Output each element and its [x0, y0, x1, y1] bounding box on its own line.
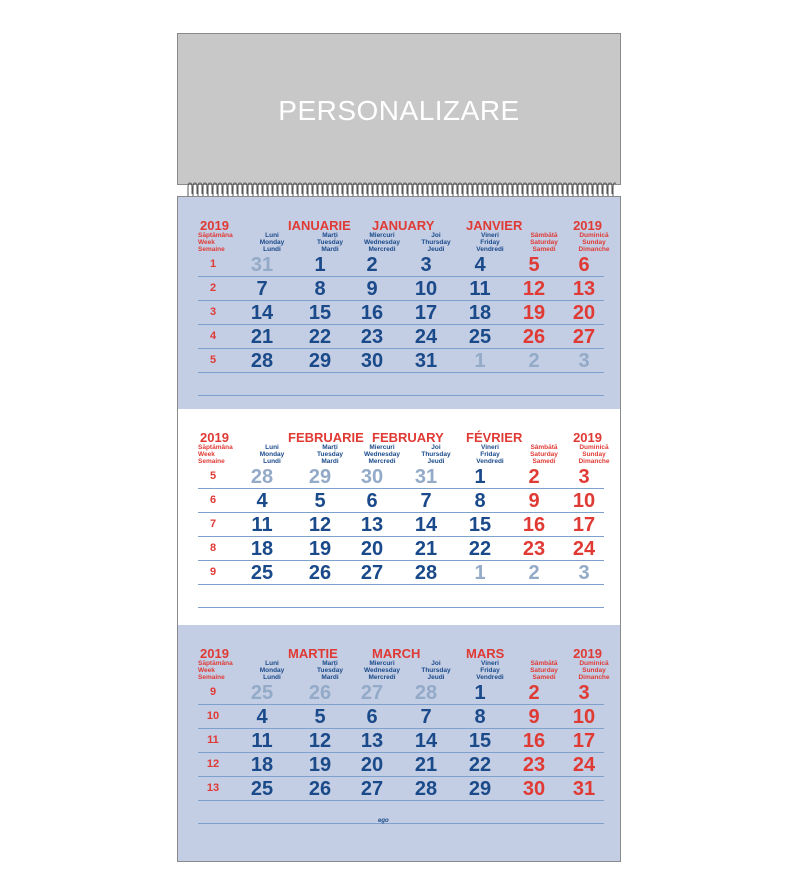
day-cell: 5: [314, 706, 326, 728]
day-name: [352, 660, 412, 682]
day-cell: 16: [522, 730, 546, 752]
day-cell: 1: [474, 682, 486, 704]
day-cell: 9: [528, 490, 540, 512]
day-cell: 23: [522, 538, 546, 560]
day-cell: 14: [414, 514, 438, 536]
day-cell: 27: [360, 562, 384, 584]
day-name-text: Thursday: [421, 451, 451, 459]
day-name-text: Friday: [480, 667, 500, 675]
day-cell: 31: [250, 254, 274, 276]
day-cell: 31: [572, 778, 596, 800]
day-name: [406, 660, 466, 682]
day-cell: 13: [360, 730, 384, 752]
week-row: [178, 561, 620, 585]
day-name-text: Mercredi: [368, 246, 396, 254]
day-cell: 20: [360, 754, 384, 776]
day-cell: 3: [578, 682, 590, 704]
day-cell: 30: [522, 778, 546, 800]
day-cell: 19: [308, 754, 332, 776]
day-cell: 28: [250, 466, 274, 488]
day-name: [564, 444, 621, 466]
day-name-text: Mardi: [321, 458, 339, 466]
day-name-text: Lundi: [263, 246, 281, 254]
day-name: [300, 444, 360, 466]
week-label-text: Săptămâna: [198, 232, 233, 239]
week-number: 9: [209, 566, 217, 578]
day-name-text: Jeudi: [427, 458, 445, 466]
day-cell: 28: [250, 350, 274, 372]
week-row: [178, 753, 620, 777]
day-cell: 2: [528, 350, 540, 372]
day-cell: 26: [308, 682, 332, 704]
day-cell: 26: [522, 326, 546, 348]
day-cell: 5: [528, 254, 540, 276]
day-name-text: Lundi: [263, 674, 281, 682]
day-cell: 25: [250, 682, 274, 704]
day-cell: 16: [360, 302, 384, 324]
day-name: [564, 232, 621, 254]
week-number: 1: [209, 258, 217, 270]
day-cell: 4: [474, 254, 486, 276]
month-name: MARS: [466, 646, 505, 661]
week-label-text: Săptămâna: [198, 660, 233, 667]
week-number: 7: [209, 518, 217, 530]
day-name-text: Saturday: [530, 239, 558, 247]
day-cell: 29: [308, 466, 332, 488]
header-title: PERSONALIZARE: [278, 95, 520, 126]
day-name-text: Vendredi: [476, 458, 504, 466]
day-cell: 9: [366, 278, 378, 300]
day-name-text: Dimanche: [578, 458, 610, 466]
day-name-text: Vineri: [481, 232, 499, 239]
day-cell: 11: [251, 730, 273, 752]
day-cell: 10: [572, 706, 596, 728]
day-cell: 17: [414, 302, 438, 324]
day-name-text: Wednesday: [363, 667, 400, 675]
day-cell: 3: [578, 562, 590, 584]
day-name: [406, 232, 466, 254]
day-cell: 20: [360, 538, 384, 560]
week-row: [178, 465, 620, 489]
day-cell: 22: [308, 326, 332, 348]
week-row: [178, 777, 620, 801]
day-cell: 24: [414, 326, 438, 348]
day-name-text: Vineri: [481, 660, 499, 667]
day-name: [460, 444, 520, 466]
year-label: 2019: [573, 646, 602, 661]
day-cell: 24: [572, 754, 596, 776]
day-name-text: Tuesday: [317, 667, 343, 675]
day-name-text: Mercredi: [368, 458, 396, 466]
day-cell: 25: [468, 326, 492, 348]
day-cell: 18: [250, 754, 274, 776]
day-cell: 18: [468, 302, 492, 324]
day-name: [460, 660, 520, 682]
day-cell: 21: [250, 326, 274, 348]
day-name: [242, 660, 302, 682]
day-name-text: Mardi: [321, 246, 339, 254]
notes-line: [198, 607, 604, 608]
month-name: FÉVRIER: [466, 430, 523, 445]
day-cell: 22: [468, 538, 492, 560]
year-label: 2019: [200, 218, 229, 233]
year-label: 2019: [200, 430, 229, 445]
day-name-text: Miercuri: [369, 444, 395, 451]
year-label: 2019: [200, 646, 229, 661]
week-row: [178, 349, 620, 373]
day-cell: 2: [366, 254, 378, 276]
day-cell: 25: [250, 778, 274, 800]
day-name-text: Tuesday: [317, 239, 343, 247]
day-name-text: Wednesday: [363, 239, 400, 247]
day-cell: 29: [308, 350, 332, 372]
day-cell: 2: [528, 682, 540, 704]
day-name-text: Luni: [265, 444, 279, 451]
day-cell: 5: [314, 490, 326, 512]
day-cell: 16: [522, 514, 546, 536]
row-divider: [198, 584, 604, 585]
day-name-text: Monday: [259, 667, 285, 675]
day-name-text: Sâmbătă: [530, 444, 558, 451]
day-name-text: Lundi: [263, 458, 281, 466]
day-name-text: Miercuri: [369, 660, 395, 667]
day-cell: 17: [572, 514, 596, 536]
day-cell: 27: [360, 682, 384, 704]
day-name-text: Dimanche: [578, 674, 610, 682]
day-cell: 28: [414, 682, 438, 704]
day-name-text: Duminică: [579, 232, 609, 239]
week-number: 8: [209, 542, 217, 554]
day-cell: 8: [474, 706, 486, 728]
day-cell: 14: [250, 302, 274, 324]
week-label: [198, 660, 234, 682]
day-cell: 23: [522, 754, 546, 776]
month-name: IANUARIE: [288, 218, 351, 233]
day-cell: 1: [474, 466, 486, 488]
month-name: JANVIER: [466, 218, 523, 233]
day-cell: 3: [578, 466, 590, 488]
day-cell: 14: [414, 730, 438, 752]
day-name-text: Luni: [265, 232, 279, 239]
day-name-text: Samedi: [532, 674, 556, 682]
week-number: 12: [206, 758, 220, 770]
month-panel: [178, 409, 620, 625]
day-cell: 17: [572, 730, 596, 752]
week-row: [178, 301, 620, 325]
day-cell: 10: [572, 490, 596, 512]
week-label-text: Week: [198, 667, 215, 675]
day-name-text: Miercuri: [369, 232, 395, 239]
day-name: [300, 232, 360, 254]
month-name: MARTIE: [288, 646, 338, 661]
week-number: 9: [209, 686, 217, 698]
day-name-text: Sâmbătă: [530, 232, 558, 239]
day-name: [352, 232, 412, 254]
day-name-text: Sunday: [582, 451, 606, 459]
year-label: 2019: [573, 218, 602, 233]
day-name-text: Vineri: [481, 444, 499, 451]
week-row: [178, 277, 620, 301]
day-name-text: Thursday: [421, 667, 451, 675]
week-row: [178, 705, 620, 729]
year-label: 2019: [573, 430, 602, 445]
day-name-text: Tuesday: [317, 451, 343, 459]
day-name-text: Sâmbătă: [530, 660, 558, 667]
day-cell: 19: [522, 302, 546, 324]
day-name: [564, 660, 621, 682]
day-name-text: Duminică: [579, 444, 609, 451]
week-label: [198, 232, 234, 254]
week-number: 3: [209, 306, 217, 318]
week-number: 4: [209, 330, 217, 342]
day-name-text: Friday: [480, 239, 500, 247]
day-cell: 7: [420, 706, 432, 728]
day-name: [460, 232, 520, 254]
day-cell: 28: [414, 778, 438, 800]
week-number: 11: [207, 734, 219, 746]
week-label: [198, 444, 234, 466]
day-name-text: Monday: [259, 239, 285, 247]
day-cell: 25: [250, 562, 274, 584]
month-name: JANUARY: [372, 218, 435, 233]
day-cell: 27: [572, 326, 596, 348]
day-name: [300, 660, 360, 682]
day-name-text: Vendredi: [476, 674, 504, 682]
row-divider: [198, 800, 604, 801]
day-name-text: Joi: [431, 232, 441, 239]
day-name-text: Luni: [265, 660, 279, 667]
day-cell: 1: [474, 562, 486, 584]
day-name-text: Thursday: [421, 239, 451, 247]
logo-brand: ego: [378, 818, 389, 824]
day-cell: 26: [308, 778, 332, 800]
day-name-text: Joi: [431, 660, 441, 667]
calendar-sheet: [177, 196, 621, 862]
day-name-text: Dimanche: [578, 246, 610, 254]
ego-logo: [378, 818, 389, 824]
month-name: FEBRUARY: [372, 430, 444, 445]
day-cell: 2: [528, 466, 540, 488]
week-label-text: Week: [198, 451, 215, 459]
day-name-text: Mercredi: [368, 674, 396, 682]
week-label-text: Semaine: [198, 246, 225, 254]
day-cell: 15: [468, 730, 492, 752]
day-cell: 12: [308, 730, 332, 752]
week-row: [178, 681, 620, 705]
day-cell: 2: [528, 562, 540, 584]
day-cell: 11: [469, 278, 491, 300]
day-cell: 20: [572, 302, 596, 324]
week-number: 13: [206, 782, 220, 794]
day-cell: 22: [468, 754, 492, 776]
day-name-text: Joi: [431, 444, 441, 451]
day-cell: 8: [474, 490, 486, 512]
day-cell: 21: [414, 754, 438, 776]
month-panel: [178, 197, 620, 409]
notes-line: [198, 823, 604, 824]
day-cell: 28: [414, 562, 438, 584]
week-row: [178, 729, 620, 753]
day-name-text: Jeudi: [427, 246, 445, 254]
day-cell: 1: [314, 254, 326, 276]
personalization-header: [177, 33, 621, 185]
day-name-text: Saturday: [530, 667, 558, 675]
week-row: [178, 253, 620, 277]
week-number: 5: [209, 470, 217, 482]
day-cell: 26: [308, 562, 332, 584]
week-label-text: Semaine: [198, 458, 225, 466]
day-cell: 11: [251, 514, 273, 536]
day-cell: 19: [308, 538, 332, 560]
day-cell: 4: [256, 706, 268, 728]
day-name-text: Wednesday: [363, 451, 400, 459]
day-cell: 24: [572, 538, 596, 560]
month-name: FEBRUARIE: [288, 430, 364, 445]
day-cell: 10: [414, 278, 438, 300]
day-cell: 6: [578, 254, 590, 276]
week-row: [178, 325, 620, 349]
day-name-text: Marți: [322, 444, 338, 451]
day-cell: 21: [414, 538, 438, 560]
day-name-text: Marți: [322, 232, 338, 239]
day-cell: 7: [420, 490, 432, 512]
day-name: [242, 232, 302, 254]
day-cell: 6: [366, 490, 378, 512]
day-cell: 15: [468, 514, 492, 536]
day-cell: 12: [308, 514, 332, 536]
day-cell: 18: [250, 538, 274, 560]
day-cell: 15: [308, 302, 332, 324]
day-cell: 31: [414, 350, 438, 372]
day-name: [406, 444, 466, 466]
day-name: [352, 444, 412, 466]
day-name: [242, 444, 302, 466]
day-name-text: Jeudi: [427, 674, 445, 682]
day-name-text: Marți: [322, 660, 338, 667]
day-cell: 13: [572, 278, 596, 300]
day-name-text: Samedi: [532, 246, 556, 254]
day-cell: 29: [468, 778, 492, 800]
day-cell: 3: [420, 254, 432, 276]
notes-line: [198, 395, 604, 396]
month-name: MARCH: [372, 646, 421, 661]
day-name-text: Vendredi: [476, 246, 504, 254]
day-cell: 8: [314, 278, 326, 300]
day-name-text: Duminică: [579, 660, 609, 667]
day-cell: 27: [360, 778, 384, 800]
day-name-text: Friday: [480, 451, 500, 459]
week-label-text: Săptămâna: [198, 444, 233, 451]
day-cell: 13: [360, 514, 384, 536]
day-cell: 23: [360, 326, 384, 348]
week-row: [178, 537, 620, 561]
day-cell: 6: [366, 706, 378, 728]
row-divider: [198, 372, 604, 373]
day-cell: 12: [522, 278, 546, 300]
day-cell: 9: [528, 706, 540, 728]
week-label-text: Semaine: [198, 674, 225, 682]
week-label-text: Week: [198, 239, 215, 247]
week-number: 2: [209, 282, 217, 294]
month-panel: [178, 625, 620, 861]
day-cell: 1: [474, 350, 486, 372]
day-name-text: Saturday: [530, 451, 558, 459]
day-name-text: Sunday: [582, 239, 606, 247]
week-row: [178, 513, 620, 537]
week-row: [178, 489, 620, 513]
week-number: 5: [209, 354, 217, 366]
day-name-text: Samedi: [532, 458, 556, 466]
day-cell: 4: [256, 490, 268, 512]
day-cell: 3: [578, 350, 590, 372]
week-number: 6: [209, 494, 217, 506]
day-name-text: Monday: [259, 451, 285, 459]
day-cell: 31: [414, 466, 438, 488]
day-cell: 7: [256, 278, 268, 300]
day-cell: 30: [360, 350, 384, 372]
week-number: 10: [206, 710, 220, 722]
day-cell: 30: [360, 466, 384, 488]
day-name-text: Mardi: [321, 674, 339, 682]
day-name-text: Sunday: [582, 667, 606, 675]
